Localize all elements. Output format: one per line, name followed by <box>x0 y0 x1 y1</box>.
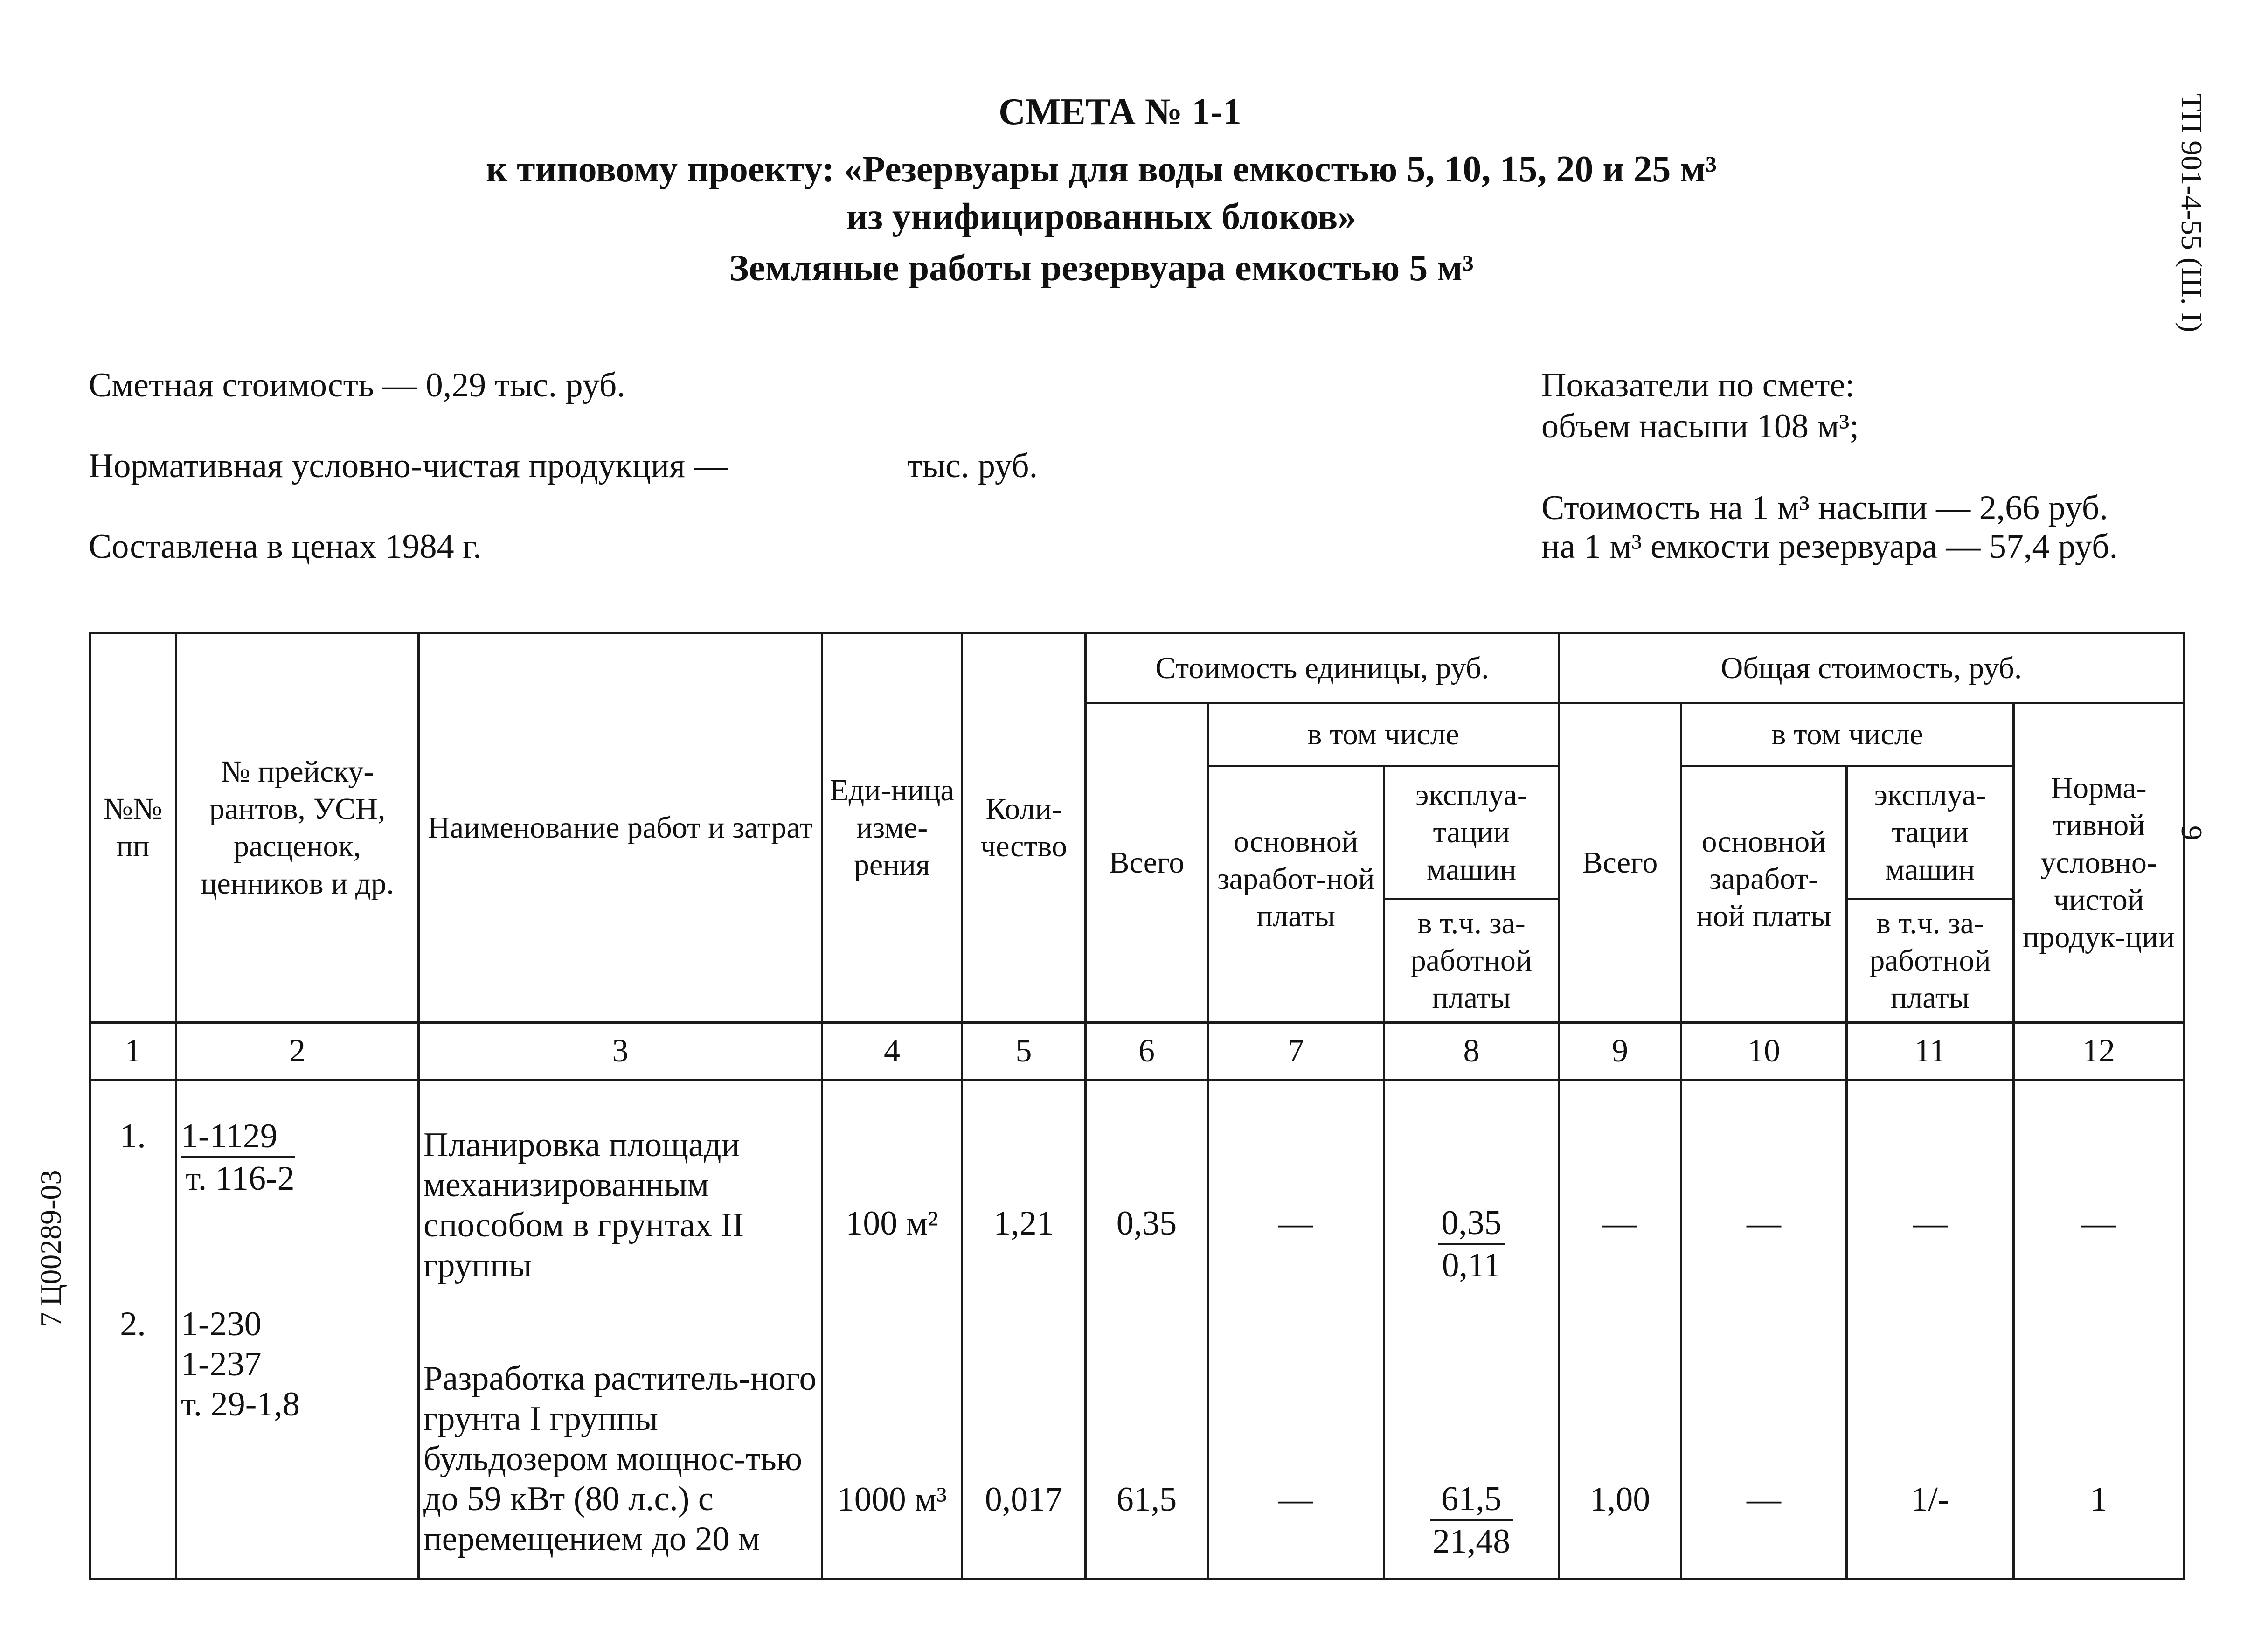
row-unit-machines-value: 61,5 <box>1430 1479 1513 1521</box>
header-unit-machines-wages: в т.ч. за-работной платы <box>1384 899 1559 1023</box>
row-code-top: 1-1129 <box>181 1116 295 1158</box>
header-unit: Еди-ница изме-рения <box>822 633 962 1023</box>
header-unit-machines: эксплуа-тации машин <box>1384 766 1559 899</box>
row-code-bottom: т. 116-2 <box>186 1159 295 1198</box>
document-subtitle: Земляные работы резервуара емкостью 5 м³ <box>729 248 1474 289</box>
header-unit-total: Всего <box>1086 703 1208 1023</box>
header-total-cost-group: Общая стоимость, руб. <box>1559 633 2184 703</box>
estimated-cost: Сметная стоимость — 0,29 тыс. руб. <box>89 366 625 404</box>
row-total-machines: — <box>1847 1080 2014 1295</box>
header-codes: № прейску-рантов, УСН, расценок, ценников и др. <box>176 633 419 1023</box>
column-number: 5 <box>962 1023 1086 1080</box>
row-unit-machines-wages: 21,48 <box>1432 1522 1511 1561</box>
header-unit-cost-group: Стоимость единицы, руб. <box>1086 633 1559 703</box>
row-unit-total: 0,35 <box>1086 1080 1208 1295</box>
row-total-machines: 1/- <box>1847 1295 2014 1579</box>
indicators-label: Показатели по смете: <box>1541 366 1855 404</box>
row-work-name: Разработка раститель-ного грунта I группы бульдозером мощнос-тью до 59 кВт (80 л.с.) с перемещением до 20 м <box>419 1295 822 1579</box>
table-row <box>90 1295 2184 1579</box>
row-total-wages: — <box>1681 1295 1847 1579</box>
table-row <box>90 1080 2184 1295</box>
row-unit-machines <box>1384 1295 1559 1579</box>
row-quantity: 1,21 <box>962 1080 1086 1295</box>
row-code-3: т. 29-1,8 <box>181 1385 300 1423</box>
row-unit-machines-value: 0,35 <box>1438 1203 1505 1245</box>
row-num: 2. <box>90 1295 176 1579</box>
column-number: 10 <box>1681 1023 1847 1080</box>
header-work-name: Наименование работ и затрат <box>419 633 822 1023</box>
header-total-including: в том числе <box>1681 703 2014 766</box>
row-unit-machines-wages: 0,11 <box>1442 1246 1501 1284</box>
header-total-machines-wages: в т.ч. за-работной платы <box>1847 899 2014 1023</box>
row-work-name: Планировка площади механизированным способом в грунтах II группы <box>419 1080 822 1295</box>
cost-per-m3-capacity: на 1 м³ емкости резервуара — 57,4 руб. <box>1541 527 2118 566</box>
column-number: 12 <box>2014 1023 2184 1080</box>
row-code <box>176 1295 419 1579</box>
header-unit-basic-wages: основной заработ-ной платы <box>1208 766 1384 1023</box>
album-page: 7 <box>34 1312 67 1327</box>
column-number: 11 <box>1847 1023 2014 1080</box>
row-total: 1,00 <box>1559 1295 1681 1579</box>
cost-per-m3-fill: Стоимость на 1 м³ насыпи — 2,66 руб. <box>1541 489 2108 527</box>
row-unit-wages: — <box>1208 1295 1384 1579</box>
column-number: 9 <box>1559 1023 1681 1080</box>
row-total: — <box>1559 1080 1681 1295</box>
header-unit-including: в том числе <box>1208 703 1559 766</box>
row-unit-total: 61,5 <box>1086 1295 1208 1579</box>
row-unit-wages: — <box>1208 1080 1384 1295</box>
header-total-machines: эксплуа-тации машин <box>1847 766 2014 899</box>
project-title-line-1: к типовому проекту: «Резервуары для воды емкостью 5, 10, 15, 20 и 25 м³ <box>486 149 1717 190</box>
header-normative: Норма-тивной условно-чистой продук-ции <box>2014 703 2184 1023</box>
row-code-1: 1-230 <box>181 1304 262 1343</box>
row-total-wages: — <box>1681 1080 1847 1295</box>
normative-product-label: Нормативная условно-чистая продукция — <box>89 447 728 485</box>
header-quantity: Коли-чество <box>962 633 1086 1023</box>
column-number: 8 <box>1384 1023 1559 1080</box>
row-normative: — <box>2014 1080 2184 1295</box>
row-code <box>176 1080 419 1295</box>
row-normative: 1 <box>2014 1295 2184 1579</box>
project-title-line-2: из унифицированных блоков» <box>846 196 1357 237</box>
column-number: 7 <box>1208 1023 1384 1080</box>
price-base: Составлена в ценах 1984 г. <box>89 527 482 566</box>
column-number: 2 <box>176 1023 419 1080</box>
row-num: 1. <box>90 1080 176 1295</box>
normative-product-unit: тыс. руб. <box>907 447 1038 485</box>
row-quantity: 0,017 <box>962 1295 1086 1579</box>
project-code: ТП 901-4-55 (Ш. I) <box>2175 93 2208 333</box>
estimate-table <box>89 632 2185 1580</box>
album-code: Ц00289-03 <box>34 1170 67 1306</box>
row-unit: 1000 м³ <box>822 1295 962 1579</box>
header-num: №№ пп <box>90 633 176 1023</box>
document-title: СМЕТА № 1-1 <box>999 91 1242 132</box>
header-total-total: Всего <box>1559 703 1681 1023</box>
row-unit: 100 м² <box>822 1080 962 1295</box>
column-number: 4 <box>822 1023 962 1080</box>
fill-volume: объем насыпи 108 м³; <box>1541 407 1859 445</box>
column-number: 1 <box>90 1023 176 1080</box>
column-number: 6 <box>1086 1023 1208 1080</box>
page-number: 9 <box>2175 825 2208 840</box>
row-unit-machines <box>1384 1080 1559 1295</box>
column-number: 3 <box>419 1023 822 1080</box>
header-total-basic-wages: основной заработ-ной платы <box>1681 766 1847 1023</box>
row-code-2: 1-237 <box>181 1345 262 1383</box>
